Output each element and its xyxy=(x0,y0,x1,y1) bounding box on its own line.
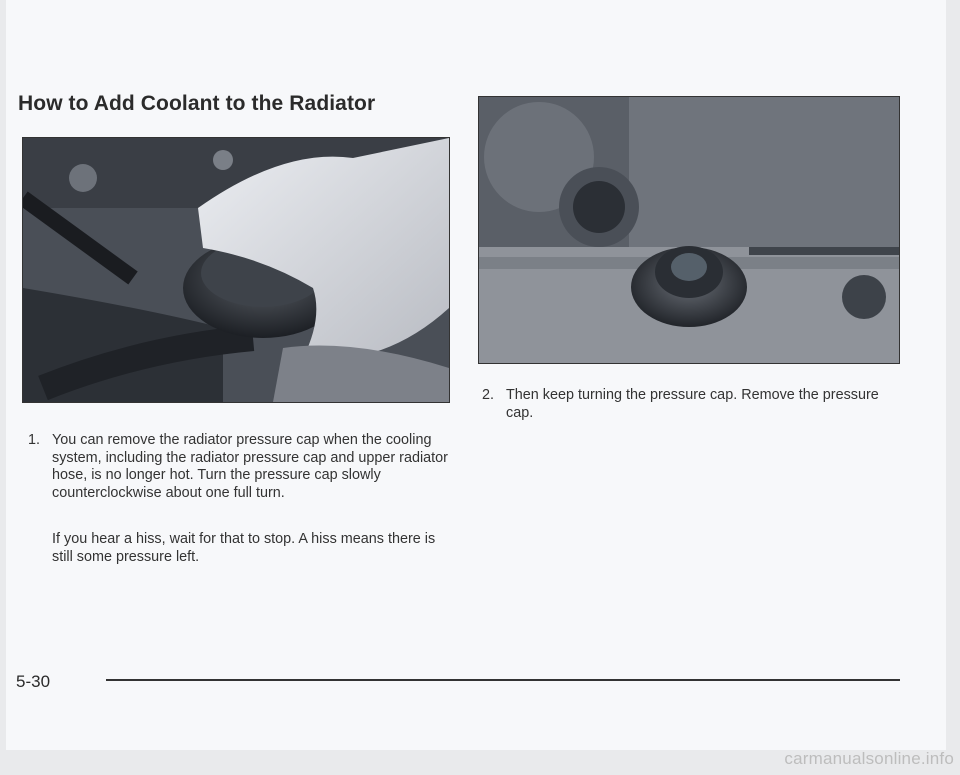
page-number: 5-30 xyxy=(16,672,51,691)
photo-hand-turning-cap-graphic xyxy=(23,138,449,402)
step-1 xyxy=(28,432,448,502)
step-1-text: You can remove the radiator pressure cap when the cooling system, including the radiator pressure cap and upper radiator hose, is no longer hot. Turn the pressure cap slowly counterclockwise about one full turn. xyxy=(52,432,448,501)
photo-cap-removed-graphic xyxy=(479,97,899,363)
footer-rule xyxy=(106,679,900,681)
step-2 xyxy=(482,387,902,422)
page-title: How to Add Coolant to the Radiator xyxy=(18,92,376,115)
photo-hand-turning-cap xyxy=(22,137,450,403)
manual-page xyxy=(6,0,946,750)
step-2-number: 2. xyxy=(482,387,495,403)
step-1-number: 1. xyxy=(28,432,41,448)
hiss-note: If you hear a hiss, wait for that to stop. A hiss means there is still some pressure left. xyxy=(52,531,436,565)
photo-cap-removed xyxy=(478,96,900,364)
watermark: carmanualsonline.info xyxy=(784,749,954,768)
step-2-text: Then keep turning the pressure cap. Remove the pressure cap. xyxy=(506,387,879,421)
